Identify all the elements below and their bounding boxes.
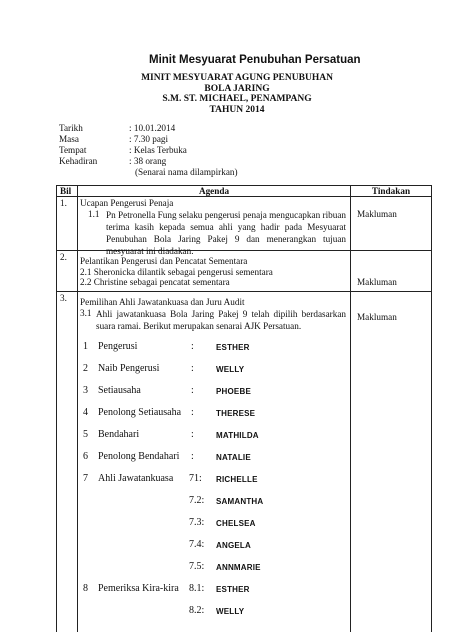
- committee-role: Setiausaha: [98, 385, 141, 396]
- table-col-divider: [350, 185, 351, 632]
- info-note: (Senarai nama dilampirkan): [135, 167, 238, 177]
- committee-role: Penolong Setiausaha: [98, 407, 182, 418]
- sub-item-number: 1.1: [88, 209, 100, 219]
- row-tindakan: Makluman: [357, 209, 397, 219]
- header-line-2: BOLA JARING: [204, 84, 270, 94]
- sub-item-text: Pn Petronella Fung selaku pengerusi penaja mengucapkan ribuan terima kasih kepada semua ahli yang hadir pada Mesyuarat Penubuhan Bola Jaring Pakej 9 dan menerangkan tujuan mesyuarat ini diadakan.: [106, 210, 346, 256]
- committee-name: WELLY: [216, 365, 245, 374]
- committee-name: NATALIE: [216, 453, 251, 462]
- committee-separator: :: [191, 451, 194, 462]
- info-label-place: Tempat: [59, 145, 87, 155]
- committee-separator: 71:: [189, 473, 202, 484]
- committee-name: PHOEBE: [216, 387, 251, 396]
- header-line-4: TAHUN 2014: [209, 105, 265, 115]
- row-bil: 3.: [60, 293, 67, 303]
- committee-name: ANNMARIE: [216, 563, 261, 572]
- committee-name: ESTHER: [216, 585, 250, 594]
- committee-name: THERESE: [216, 409, 256, 418]
- info-value-place: : Kelas Terbuka: [129, 145, 187, 155]
- committee-separator: 7.4:: [189, 539, 205, 550]
- committee-role: Ahli Jawatankuasa: [98, 473, 174, 484]
- committee-number: 7: [83, 473, 88, 484]
- table-border-left: [56, 185, 57, 632]
- info-value-attendance: : 38 orang: [129, 156, 167, 166]
- committee-name: ESTHER: [216, 343, 250, 352]
- committee-separator: 8.1:: [189, 583, 205, 594]
- committee-number: 2: [83, 363, 88, 374]
- committee-separator: :: [191, 407, 194, 418]
- row-title: Ucapan Pengerusi Penaja: [80, 198, 174, 208]
- committee-separator: :: [191, 341, 194, 352]
- sub-item: 2.2 Christine sebagai pencatat sementara: [80, 277, 230, 287]
- committee-name: ANGELA: [216, 541, 251, 550]
- row-bil: 1.: [60, 198, 67, 208]
- header-line-1: MINIT MESYUARAT AGUNG PENUBUHAN: [141, 73, 333, 83]
- row-tindakan: Makluman: [357, 312, 397, 322]
- column-header-agenda: Agenda: [198, 186, 230, 196]
- committee-name: MATHILDA: [216, 431, 259, 440]
- committee-name: RICHELLE: [216, 475, 258, 484]
- sub-item-text: Ahli jawatankuasa Bola Jaring Pakej 9 telah dipilih berdasarkan suara ramai. Berikut merupakan senarai AJK Persatuan.: [96, 309, 346, 331]
- column-header-bil: Bil: [60, 186, 72, 196]
- committee-separator: 7.2:: [189, 495, 205, 506]
- sub-item-number: 3.1: [80, 308, 92, 318]
- committee-separator: :: [191, 429, 194, 440]
- row-bil: 2.: [60, 252, 67, 262]
- committee-separator: 7.5:: [189, 561, 205, 572]
- committee-number: 4: [83, 407, 88, 418]
- row-title: Pemilihan Ahli Jawatankuasa dan Juru Audit: [80, 297, 245, 307]
- info-value-time: : 7.30 pagi: [129, 134, 169, 144]
- committee-role: Pengerusi: [98, 341, 138, 352]
- table-row-divider: [56, 291, 432, 292]
- committee-name: CHELSEA: [216, 519, 256, 528]
- info-label-time: Masa: [59, 134, 79, 144]
- table-col-divider: [77, 185, 78, 632]
- committee-role: Pemeriksa Kira-kira: [98, 583, 179, 594]
- sub-item: 2.1 Sheronicka dilantik sebagai pengerusi sementara: [80, 267, 273, 277]
- committee-number: 8: [83, 583, 88, 594]
- committee-separator: 7.3:: [189, 517, 205, 528]
- committee-role: Bendahari: [98, 429, 140, 440]
- committee-separator: :: [191, 385, 194, 396]
- committee-separator: 8.2:: [189, 605, 205, 616]
- committee-role: Naib Pengerusi: [98, 363, 160, 374]
- committee-separator: :: [191, 363, 194, 374]
- row-tindakan: Makluman: [357, 277, 397, 287]
- table-border-right: [431, 185, 432, 632]
- committee-role: Penolong Bendahari: [98, 451, 180, 462]
- committee-number: 6: [83, 451, 88, 462]
- table-header-divider: [56, 196, 432, 197]
- row-title: Pelantikan Pengerusi dan Pencatat Sementara: [80, 256, 248, 266]
- committee-name: WELLY: [216, 607, 245, 616]
- committee-number: 1: [83, 341, 88, 352]
- committee-number: 3: [83, 385, 88, 396]
- info-label-attendance: Kehadiran: [59, 156, 98, 166]
- info-label-date: Tarikh: [59, 123, 83, 133]
- info-value-date: : 10.01.2014: [129, 123, 176, 133]
- header-line-3: S.M. ST. MICHAEL, PENAMPANG: [162, 94, 312, 104]
- committee-name: SAMANTHA: [216, 497, 264, 506]
- column-header-tindakan: Tindakan: [371, 186, 411, 196]
- document-title: Minit Mesyuarat Penubuhan Persatuan: [149, 54, 361, 66]
- committee-number: 5: [83, 429, 88, 440]
